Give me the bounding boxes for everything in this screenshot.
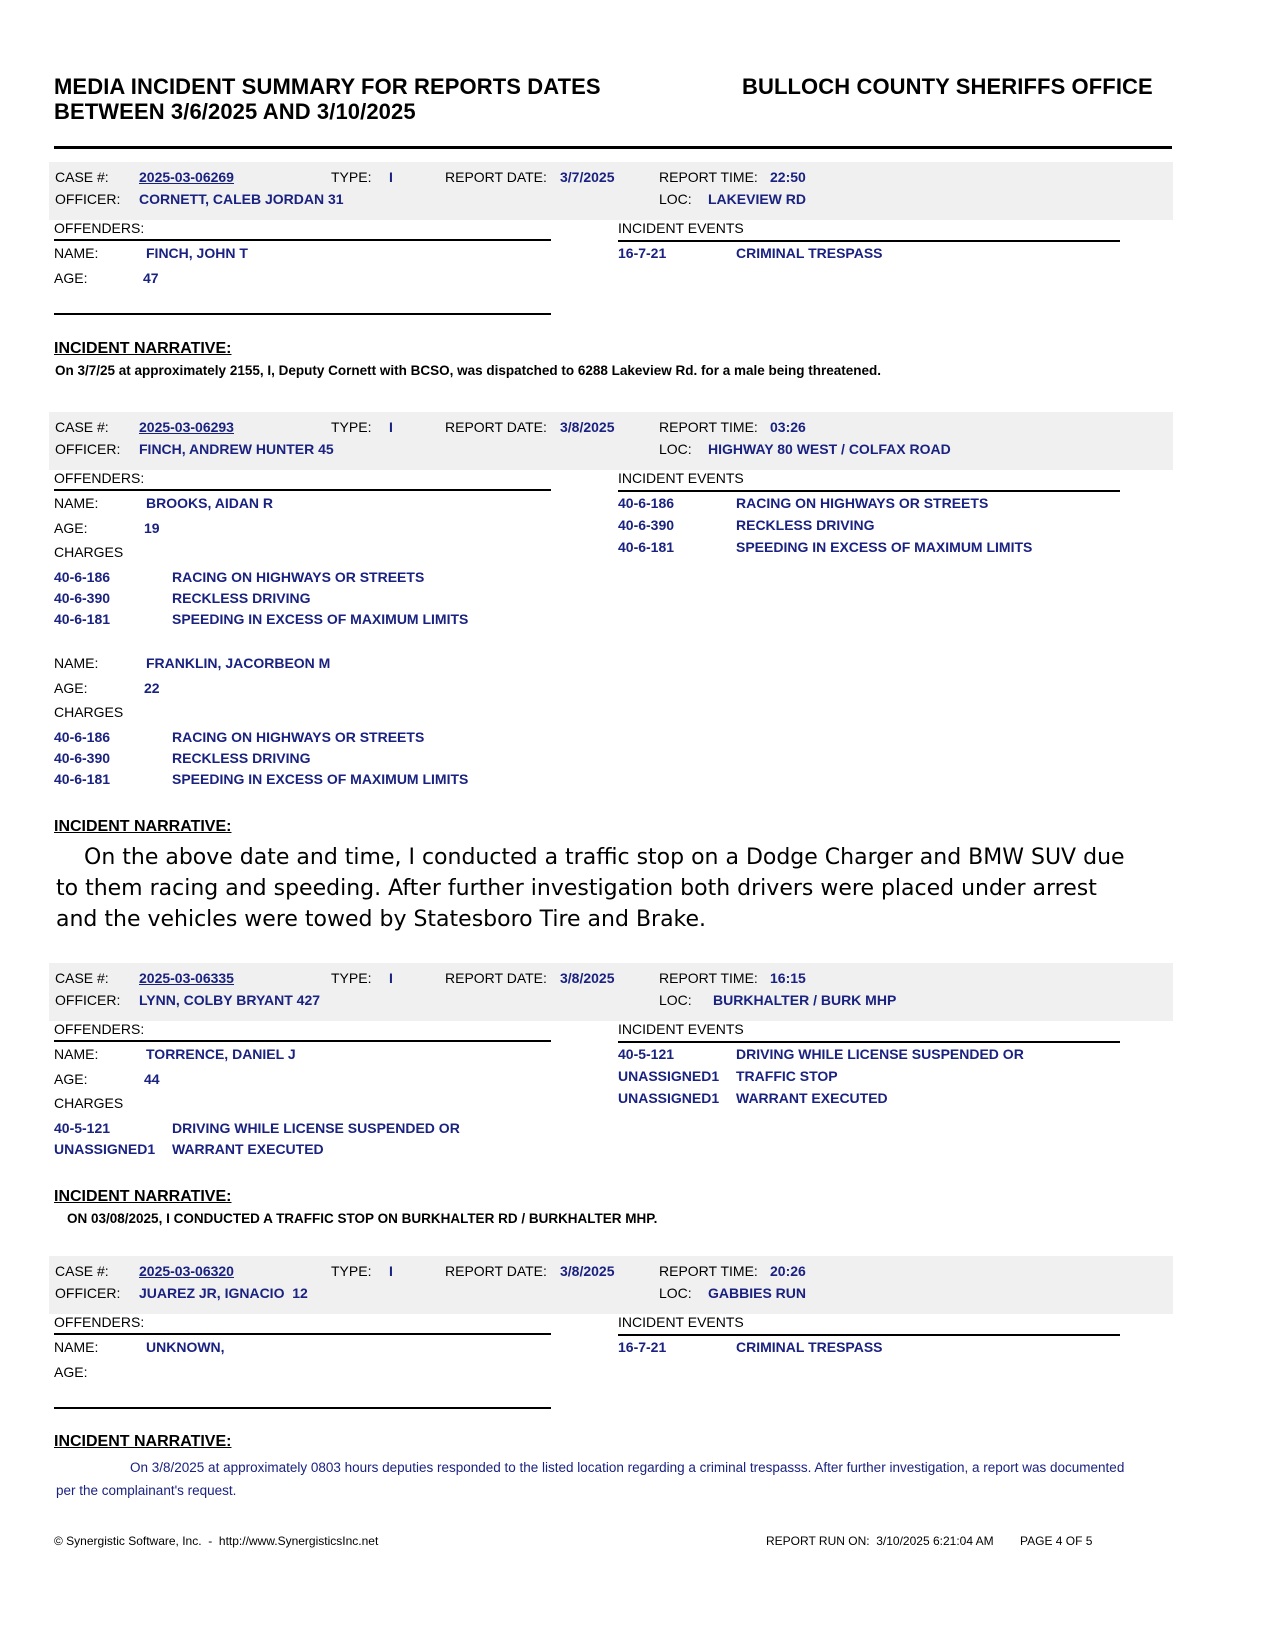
officer-value: JUAREZ JR, IGNACIO 12 — [139, 1285, 308, 1301]
report-time-label: REPORT TIME: — [659, 169, 758, 185]
narrative-text: On 3/8/2025 at approximately 0803 hours deputies responded to the listed location regarding a criminal trespasss. After further investigation, a report was documented per the complainant's request. — [56, 1460, 1125, 1498]
event-description: WARRANT EXECUTED — [736, 1090, 888, 1106]
report-time-value: 22:50 — [770, 169, 806, 185]
incident-events-divider — [618, 490, 1120, 492]
incident-events-divider — [618, 240, 1120, 242]
event-code: UNASSIGNED1 — [618, 1090, 720, 1106]
report-time-label: REPORT TIME: — [659, 1263, 758, 1279]
report-time-label: REPORT TIME: — [659, 419, 758, 435]
case-number-label: CASE #: — [55, 1263, 109, 1279]
offenders-divider — [54, 489, 551, 491]
event-description: SPEEDING IN EXCESS OF MAXIMUM LIMITS — [736, 539, 1033, 555]
charge-description: RECKLESS DRIVING — [172, 590, 311, 606]
charges-label: CHARGES — [54, 1095, 124, 1111]
incident-events-label: INCIDENT EVENTS — [618, 470, 744, 486]
event-description: RECKLESS DRIVING — [736, 517, 875, 533]
charge-description: RACING ON HIGHWAYS OR STREETS — [172, 569, 425, 585]
case-number-label: CASE #: — [55, 970, 109, 986]
offenders-divider — [54, 1040, 551, 1042]
offender-name-label: NAME: — [54, 245, 99, 261]
case-number-label: CASE #: — [55, 419, 109, 435]
report-date-label: REPORT DATE: — [445, 169, 547, 185]
officer-label: OFFICER: — [55, 1285, 121, 1301]
type-value: I — [389, 169, 393, 185]
offender-age-label: AGE: — [54, 270, 88, 286]
event-code: 40-6-181 — [618, 539, 675, 555]
location-value: GABBIES RUN — [708, 1285, 807, 1301]
type-label: TYPE: — [331, 970, 372, 986]
offender-name: TORRENCE, DANIEL J — [146, 1046, 296, 1062]
charge-code: 40-5-121 — [54, 1120, 111, 1136]
location-value: LAKEVIEW RD — [708, 191, 806, 207]
offender-name: FRANKLIN, JACORBEON M — [146, 655, 331, 671]
type-label: TYPE: — [331, 1263, 372, 1279]
type-value: I — [389, 970, 393, 986]
charge-code: 40-6-181 — [54, 611, 111, 627]
offenders-label: OFFENDERS: — [54, 1021, 145, 1037]
charge-description: WARRANT EXECUTED — [172, 1141, 324, 1157]
case-number-link[interactable]: 2025-03-06320 — [139, 1263, 234, 1279]
charges-label: CHARGES — [54, 704, 124, 720]
charge-code: 40-6-390 — [54, 590, 111, 606]
type-value: I — [389, 1263, 393, 1279]
location-label: LOC: — [659, 992, 692, 1008]
officer-label: OFFICER: — [55, 992, 121, 1008]
event-description: CRIMINAL TRESPASS — [736, 245, 883, 261]
offender-age: 19 — [144, 520, 160, 536]
report-time-label: REPORT TIME: — [659, 970, 758, 986]
location-label: LOC: — [659, 1285, 692, 1301]
offenders-divider — [54, 1333, 551, 1335]
charge-code: 40-6-390 — [54, 750, 111, 766]
event-description: CRIMINAL TRESPASS — [736, 1339, 883, 1355]
officer-value: FINCH, ANDREW HUNTER 45 — [139, 441, 334, 457]
event-code: 40-6-186 — [618, 495, 675, 511]
narrative-heading: INCIDENT NARRATIVE: — [54, 1433, 232, 1450]
charge-description: RACING ON HIGHWAYS OR STREETS — [172, 729, 425, 745]
offender-name: FINCH, JOHN T — [146, 245, 248, 261]
incident-events-label: INCIDENT EVENTS — [618, 1314, 744, 1330]
offender-name-label: NAME: — [54, 495, 99, 511]
charges-label: CHARGES — [54, 544, 124, 560]
event-description: TRAFFIC STOP — [736, 1068, 838, 1084]
location-value: HIGHWAY 80 WEST / COLFAX ROAD — [708, 441, 951, 457]
location-label: LOC: — [659, 441, 692, 457]
charge-code: 40-6-181 — [54, 771, 111, 787]
event-code: 16-7-21 — [618, 1339, 667, 1355]
offender-name-label: NAME: — [54, 655, 99, 671]
case-number-link[interactable]: 2025-03-06293 — [139, 419, 234, 435]
narrative-heading: INCIDENT NARRATIVE: — [54, 818, 232, 835]
charge-code: UNASSIGNED1 — [54, 1141, 156, 1157]
location-value: BURKHALTER / BURK MHP — [713, 992, 897, 1008]
event-code: 16-7-21 — [618, 245, 667, 261]
case-number-link[interactable]: 2025-03-06335 — [139, 970, 234, 986]
incident-events-label: INCIDENT EVENTS — [618, 1021, 744, 1037]
officer-label: OFFICER: — [55, 441, 121, 457]
charge-code: 40-6-186 — [54, 569, 111, 585]
report-date-value: 3/7/2025 — [560, 169, 615, 185]
report-date-label: REPORT DATE: — [445, 419, 547, 435]
narrative-text: On 3/7/25 at approximately 2155, I, Deputy Cornett with BCSO, was dispatched to 6288 Lakeview Rd. for a male being threatened. — [55, 363, 881, 378]
report-date-value: 3/8/2025 — [560, 1263, 615, 1279]
footer-page-number: PAGE 4 OF 5 — [1020, 1534, 1093, 1548]
event-code: 40-6-390 — [618, 517, 675, 533]
event-description: RACING ON HIGHWAYS OR STREETS — [736, 495, 989, 511]
report-time-value: 16:15 — [770, 970, 806, 986]
offender-age: 44 — [144, 1071, 160, 1087]
offender-name-label: NAME: — [54, 1339, 99, 1355]
narrative-heading: INCIDENT NARRATIVE: — [54, 1188, 232, 1205]
charge-description: SPEEDING IN EXCESS OF MAXIMUM LIMITS — [172, 611, 469, 627]
event-code: 40-5-121 — [618, 1046, 675, 1062]
charge-description: SPEEDING IN EXCESS OF MAXIMUM LIMITS — [172, 771, 469, 787]
offenders-label: OFFENDERS: — [54, 470, 145, 486]
charge-code: 40-6-186 — [54, 729, 111, 745]
offenders-label: OFFENDERS: — [54, 1314, 145, 1330]
charge-description: DRIVING WHILE LICENSE SUSPENDED OR — [172, 1120, 460, 1136]
case-number-link[interactable]: 2025-03-06269 — [139, 169, 234, 185]
incident-events-divider — [618, 1334, 1120, 1336]
report-date-label: REPORT DATE: — [445, 1263, 547, 1279]
offender-name: BROOKS, AIDAN R — [146, 495, 274, 511]
charge-description: RECKLESS DRIVING — [172, 750, 311, 766]
type-label: TYPE: — [331, 419, 372, 435]
offender-age-label: AGE: — [54, 680, 88, 696]
report-time-value: 03:26 — [770, 419, 806, 435]
offender-age-label: AGE: — [54, 1364, 88, 1380]
offender-name: UNKNOWN, — [146, 1339, 225, 1355]
report-title-line1: MEDIA INCIDENT SUMMARY FOR REPORTS DATES — [54, 74, 601, 99]
incident-events-label: INCIDENT EVENTS — [618, 220, 744, 236]
narrative-text: ON 03/08/2025, I CONDUCTED A TRAFFIC STOP ON BURKHALTER RD / BURKHALTER MHP. — [67, 1211, 658, 1226]
offender-end-divider — [54, 1407, 551, 1409]
officer-value: LYNN, COLBY BRYANT 427 — [139, 992, 321, 1008]
offender-end-divider — [54, 313, 551, 315]
offender-age-label: AGE: — [54, 520, 88, 536]
offenders-label: OFFENDERS: — [54, 220, 145, 236]
type-value: I — [389, 419, 393, 435]
report-time-value: 20:26 — [770, 1263, 806, 1279]
footer-run-on: REPORT RUN ON: 3/10/2025 6:21:04 AM — [766, 1534, 994, 1548]
narrative-text: On the above date and time, I conducted a traffic stop on a Dodge Charger and BMW SUV due to them racing and speeding. After further investigation both drivers were placed under arrest and the vehicles were towed by Statesboro Tire and Brake. — [56, 845, 1125, 932]
offender-name-label: NAME: — [54, 1046, 99, 1062]
offender-age: 22 — [144, 680, 160, 696]
event-code: UNASSIGNED1 — [618, 1068, 720, 1084]
report-title-line2: BETWEEN 3/6/2025 AND 3/10/2025 — [54, 99, 416, 124]
narrative-heading: INCIDENT NARRATIVE: — [54, 340, 232, 357]
event-description: DRIVING WHILE LICENSE SUSPENDED OR — [736, 1046, 1024, 1062]
officer-value: CORNETT, CALEB JORDAN 31 — [139, 191, 344, 207]
report-date-value: 3/8/2025 — [560, 970, 615, 986]
officer-label: OFFICER: — [55, 191, 121, 207]
location-label: LOC: — [659, 191, 692, 207]
offender-age-label: AGE: — [54, 1071, 88, 1087]
offender-age: 47 — [143, 270, 159, 286]
header-divider — [54, 146, 1172, 149]
agency-name: BULLOCH COUNTY SHERIFFS OFFICE — [742, 74, 1153, 99]
footer-copyright: © Synergistic Software, Inc. - http://www.SynergisticsInc.net — [54, 1534, 379, 1548]
incident-events-divider — [618, 1041, 1120, 1043]
type-label: TYPE: — [331, 169, 372, 185]
offenders-divider — [54, 239, 551, 241]
case-number-label: CASE #: — [55, 169, 109, 185]
report-date-label: REPORT DATE: — [445, 970, 547, 986]
report-date-value: 3/8/2025 — [560, 419, 615, 435]
